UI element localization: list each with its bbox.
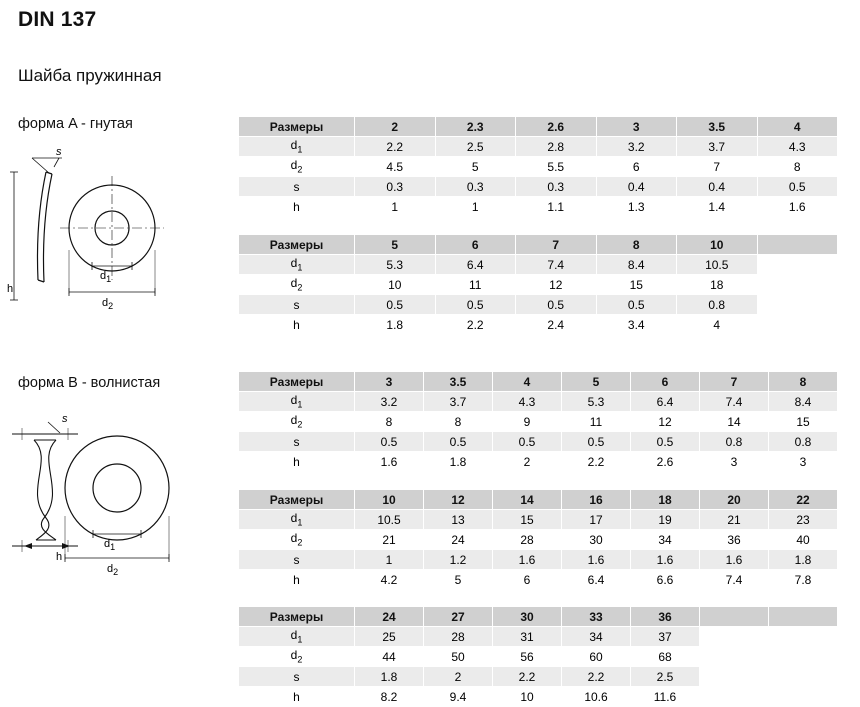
table-cell: 1.6 <box>700 550 769 570</box>
table-cell: 1.6 <box>757 197 838 217</box>
table-cell: 18 <box>677 275 758 295</box>
table-cell <box>757 275 838 295</box>
table-cell: 0.5 <box>493 432 562 452</box>
table-cell: 1 <box>355 197 436 217</box>
table-column-header: 4 <box>493 372 562 392</box>
table-column-header: 10 <box>677 235 758 255</box>
table-cell: 5 <box>435 157 516 177</box>
table-cell: 0.5 <box>355 295 436 315</box>
table-cell: 10.6 <box>562 687 631 707</box>
table-cell: 0.4 <box>677 177 758 197</box>
form-b-table-2-wrap <box>238 489 838 590</box>
form-b-table-1 <box>238 371 838 472</box>
table-row-header: Размеры <box>239 490 355 510</box>
table-column-header: 22 <box>769 490 838 510</box>
table-cell: 8 <box>757 157 838 177</box>
form-a-table-1-wrap <box>238 116 838 217</box>
label-s-b: s <box>62 413 68 425</box>
table-cell: 25 <box>355 627 424 647</box>
table-cell: 34 <box>562 627 631 647</box>
table-cell: 0.5 <box>424 432 493 452</box>
table-cell: 9.4 <box>424 687 493 707</box>
label-h-b: h <box>56 551 63 563</box>
table-cell: 1 <box>355 550 424 570</box>
table-cell: 44 <box>355 647 424 667</box>
label-d2-a: $d_2$ <box>102 297 114 311</box>
table-row-label: s <box>239 550 355 570</box>
table-row <box>239 570 838 590</box>
table-row-label: h <box>239 197 355 217</box>
table-cell: 0.4 <box>596 177 677 197</box>
table-cell: 2.8 <box>516 137 597 157</box>
table-cell: 2.6 <box>631 452 700 472</box>
table-cell: 1.8 <box>424 452 493 472</box>
table-cell: 1.6 <box>631 550 700 570</box>
table-cell: 11.6 <box>631 687 700 707</box>
table-cell: 2.5 <box>435 137 516 157</box>
table-cell: 0.3 <box>355 177 436 197</box>
table-cell: 6.4 <box>631 392 700 412</box>
table-column-header: 30 <box>493 607 562 627</box>
table-cell: 0.8 <box>677 295 758 315</box>
table-body <box>239 607 838 707</box>
table-row-label: h <box>239 570 355 590</box>
table-row <box>239 315 838 335</box>
table-cell: 13 <box>424 510 493 530</box>
table-row-header: Размеры <box>239 372 355 392</box>
table-cell: 0.5 <box>562 432 631 452</box>
table-row <box>239 687 838 707</box>
table-cell: 4.3 <box>757 137 838 157</box>
table-cell: 1.8 <box>355 667 424 687</box>
table-header-row <box>239 372 838 392</box>
table-cell <box>757 315 838 335</box>
table-row <box>239 510 838 530</box>
table-cell: 4.5 <box>355 157 436 177</box>
table-cell: 8 <box>355 412 424 432</box>
page-title: DIN 137 <box>18 8 97 31</box>
table-cell: 7.4 <box>516 255 597 275</box>
table-column-header: 12 <box>424 490 493 510</box>
table-cell: 7.4 <box>700 392 769 412</box>
table-row <box>239 550 838 570</box>
table-cell: 5.3 <box>562 392 631 412</box>
table-row <box>239 392 838 412</box>
table-header-row <box>239 607 838 627</box>
table-cell: 6 <box>493 570 562 590</box>
table-column-header: 8 <box>596 235 677 255</box>
table-cell: 10.5 <box>677 255 758 275</box>
table-cell: 2 <box>424 667 493 687</box>
table-cell: 11 <box>562 412 631 432</box>
table-cell: 5.3 <box>355 255 436 275</box>
table-column-header: 10 <box>355 490 424 510</box>
table-cell <box>757 255 838 275</box>
table-row <box>239 627 838 647</box>
table-cell <box>700 627 769 647</box>
table-cell: 15 <box>596 275 677 295</box>
table-cell: 0.5 <box>435 295 516 315</box>
table-cell: 28 <box>493 530 562 550</box>
table-body <box>239 372 838 472</box>
form-b-table-3-wrap <box>238 606 838 707</box>
table-cell: 1 <box>435 197 516 217</box>
table-column-header: 18 <box>631 490 700 510</box>
table-cell: 68 <box>631 647 700 667</box>
table-row <box>239 667 838 687</box>
table-column-header: 6 <box>435 235 516 255</box>
table-cell: 37 <box>631 627 700 647</box>
table-row-header: Размеры <box>239 117 355 137</box>
table-column-header: 3.5 <box>677 117 758 137</box>
table-row <box>239 452 838 472</box>
table-column-header: 3 <box>596 117 677 137</box>
table-column-header: 7 <box>700 372 769 392</box>
table-column-header: 2.3 <box>435 117 516 137</box>
table-cell: 7.4 <box>700 570 769 590</box>
table-row-label: $d_1$ <box>239 137 355 157</box>
table-cell: 2.2 <box>435 315 516 335</box>
table-column-header: 16 <box>562 490 631 510</box>
table-cell: 0.5 <box>757 177 838 197</box>
table-cell: 6 <box>596 157 677 177</box>
table-cell <box>769 687 838 707</box>
table-cell: 3.2 <box>596 137 677 157</box>
table-cell: 8 <box>424 412 493 432</box>
table-row-header: Размеры <box>239 235 355 255</box>
table-cell: 5 <box>424 570 493 590</box>
table-column-header: 36 <box>631 607 700 627</box>
table-cell: 2.2 <box>562 452 631 472</box>
table-cell: 5.5 <box>516 157 597 177</box>
table-cell: 3.7 <box>677 137 758 157</box>
table-cell: 2.4 <box>516 315 597 335</box>
table-cell: 15 <box>769 412 838 432</box>
table-cell: 1.1 <box>516 197 597 217</box>
table-row-label: $d_2$ <box>239 157 355 177</box>
table-cell <box>700 647 769 667</box>
table-body <box>239 490 838 590</box>
table-column-header <box>757 235 838 255</box>
table-cell: 10 <box>355 275 436 295</box>
table-cell: 1.8 <box>769 550 838 570</box>
form-b-table-1-wrap <box>238 371 838 472</box>
table-row <box>239 197 838 217</box>
table-cell: 17 <box>562 510 631 530</box>
table-cell: 6.4 <box>562 570 631 590</box>
table-row-label: h <box>239 452 355 472</box>
table-row-label: $d_2$ <box>239 530 355 550</box>
table-cell: 24 <box>424 530 493 550</box>
table-cell: 4 <box>677 315 758 335</box>
table-cell: 40 <box>769 530 838 550</box>
table-cell: 0.3 <box>435 177 516 197</box>
table-row-label: s <box>239 667 355 687</box>
table-cell: 19 <box>631 510 700 530</box>
table-column-header: 33 <box>562 607 631 627</box>
form-b-table-2 <box>238 489 838 590</box>
table-cell: 1.6 <box>493 550 562 570</box>
form-a-drawing <box>4 140 224 325</box>
table-column-header: 4 <box>757 117 838 137</box>
table-cell: 4.3 <box>493 392 562 412</box>
table-cell: 7 <box>677 157 758 177</box>
table-cell <box>700 667 769 687</box>
table-header-row <box>239 490 838 510</box>
table-cell: 28 <box>424 627 493 647</box>
table-column-header <box>700 607 769 627</box>
form-b-svg <box>4 400 224 580</box>
table-cell: 2.2 <box>562 667 631 687</box>
form-a-label: форма A - гнутая <box>18 116 133 132</box>
table-row-label: $d_2$ <box>239 412 355 432</box>
table-cell: 60 <box>562 647 631 667</box>
table-cell <box>769 667 838 687</box>
table-cell: 3.4 <box>596 315 677 335</box>
table-column-header: 7 <box>516 235 597 255</box>
table-column-header: 2 <box>355 117 436 137</box>
table-cell: 50 <box>424 647 493 667</box>
table-column-header: 24 <box>355 607 424 627</box>
table-cell: 56 <box>493 647 562 667</box>
table-cell: 0.5 <box>355 432 424 452</box>
form-a-table-2-wrap <box>238 234 838 335</box>
table-column-header: 5 <box>562 372 631 392</box>
table-cell: 6.4 <box>435 255 516 275</box>
table-cell: 21 <box>700 510 769 530</box>
table-cell: 6.6 <box>631 570 700 590</box>
table-row-label: $d_1$ <box>239 627 355 647</box>
table-row-label: h <box>239 687 355 707</box>
table-cell: 2.5 <box>631 667 700 687</box>
table-cell: 1.8 <box>355 315 436 335</box>
table-row <box>239 647 838 667</box>
table-header-row <box>239 117 838 137</box>
table-cell: 8.2 <box>355 687 424 707</box>
table-cell: 0.5 <box>596 295 677 315</box>
table-cell: 34 <box>631 530 700 550</box>
table-cell: 3.2 <box>355 392 424 412</box>
table-column-header: 14 <box>493 490 562 510</box>
table-cell: 1.6 <box>355 452 424 472</box>
table-column-header: 8 <box>769 372 838 392</box>
table-column-header: 5 <box>355 235 436 255</box>
table-cell <box>757 295 838 315</box>
table-column-header: 20 <box>700 490 769 510</box>
table-cell: 4.2 <box>355 570 424 590</box>
table-cell: 10.5 <box>355 510 424 530</box>
table-body <box>239 117 838 217</box>
table-cell: 0.5 <box>631 432 700 452</box>
table-row <box>239 295 838 315</box>
table-cell: 8.4 <box>769 392 838 412</box>
table-cell: 3 <box>769 452 838 472</box>
table-cell: 0.5 <box>516 295 597 315</box>
table-cell <box>769 647 838 667</box>
table-cell: 0.8 <box>769 432 838 452</box>
table-cell: 0.8 <box>700 432 769 452</box>
table-cell: 12 <box>631 412 700 432</box>
table-cell: 10 <box>493 687 562 707</box>
form-b-label: форма B - волнистая <box>18 375 161 391</box>
table-cell: 7.8 <box>769 570 838 590</box>
table-row <box>239 530 838 550</box>
label-s-a: s <box>56 146 62 158</box>
table-column-header: 3.5 <box>424 372 493 392</box>
form-b-drawing <box>4 400 224 585</box>
table-body <box>239 235 838 335</box>
table-column-header: 2.6 <box>516 117 597 137</box>
form-a-svg <box>4 140 224 320</box>
table-cell: 2.2 <box>355 137 436 157</box>
table-row-label: s <box>239 177 355 197</box>
table-cell: 3.7 <box>424 392 493 412</box>
table-column-header: 3 <box>355 372 424 392</box>
table-cell: 36 <box>700 530 769 550</box>
table-row-label: $d_1$ <box>239 392 355 412</box>
table-cell: 11 <box>435 275 516 295</box>
table-column-header <box>769 607 838 627</box>
table-row <box>239 157 838 177</box>
table-cell: 1.6 <box>562 550 631 570</box>
table-cell <box>769 627 838 647</box>
table-cell: 8.4 <box>596 255 677 275</box>
table-cell: 9 <box>493 412 562 432</box>
table-cell: 30 <box>562 530 631 550</box>
table-cell: 2 <box>493 452 562 472</box>
label-d1-b: $d_1$ <box>104 538 116 552</box>
table-cell: 15 <box>493 510 562 530</box>
table-cell: 0.3 <box>516 177 597 197</box>
form-b-table-3 <box>238 606 838 707</box>
label-d2-b: $d_2$ <box>107 563 119 577</box>
table-cell: 31 <box>493 627 562 647</box>
table-cell: 1.4 <box>677 197 758 217</box>
table-row-label: $d_2$ <box>239 647 355 667</box>
table-row-label: h <box>239 315 355 335</box>
page-subtitle: Шайба пружинная <box>18 66 162 85</box>
table-row <box>239 412 838 432</box>
table-cell: 23 <box>769 510 838 530</box>
table-header-row <box>239 235 838 255</box>
table-row <box>239 255 838 275</box>
table-row-label: s <box>239 432 355 452</box>
table-cell: 1.3 <box>596 197 677 217</box>
label-d1-a: $d_1$ <box>100 270 112 284</box>
table-row <box>239 275 838 295</box>
table-cell: 14 <box>700 412 769 432</box>
table-column-header: 6 <box>631 372 700 392</box>
table-column-header: 27 <box>424 607 493 627</box>
table-row <box>239 137 838 157</box>
table-row-label: s <box>239 295 355 315</box>
form-a-table-2 <box>238 234 838 335</box>
table-cell <box>700 687 769 707</box>
table-cell: 3 <box>700 452 769 472</box>
table-cell: 1.2 <box>424 550 493 570</box>
table-cell: 2.2 <box>493 667 562 687</box>
table-cell: 21 <box>355 530 424 550</box>
table-row-label: $d_1$ <box>239 255 355 275</box>
table-row-label: $d_1$ <box>239 510 355 530</box>
table-row <box>239 432 838 452</box>
label-h-a: h <box>7 283 14 295</box>
form-a-table-1 <box>238 116 838 217</box>
table-row-label: $d_2$ <box>239 275 355 295</box>
table-cell: 12 <box>516 275 597 295</box>
table-row <box>239 177 838 197</box>
table-row-header: Размеры <box>239 607 355 627</box>
